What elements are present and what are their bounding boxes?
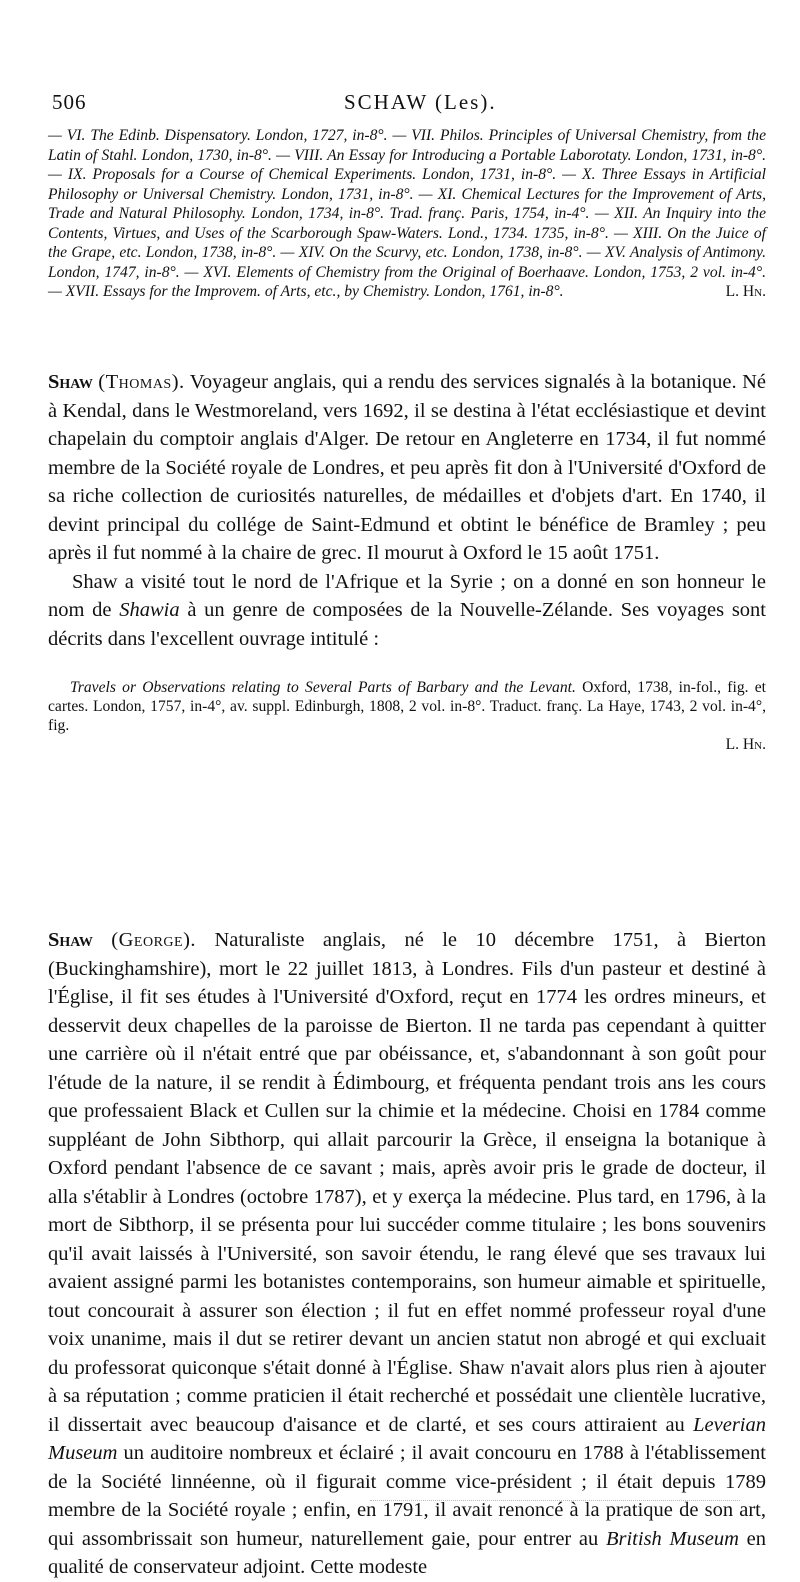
entry-name: (George). bbox=[111, 929, 197, 951]
entry-paragraph bbox=[48, 926, 766, 1582]
footer-rule bbox=[370, 1500, 740, 1501]
bibliography-continuation bbox=[48, 126, 766, 302]
headword: Shaw bbox=[48, 929, 93, 951]
paragraph-text: en qualité de conservateur adjoint. Cette modeste bbox=[48, 1527, 766, 1578]
entry-shaw-thomas bbox=[48, 368, 766, 653]
paragraph-text: Naturaliste anglais, né le 10 décembre 1751, à Bierton (Buckinghamshire), mort le 22 juillet 1813, à Londres. Fils d'un pasteur et destiné à l'Église, il fit ses études à l'Université d'Oxford, reçut en 1774 les ordres mineurs, et desservit deux chapelles de la paroisse de Bierton. Il ne tarda pas cependant à quitter une carrière où il n'était entré que par obéissance, et, s'abandonnant à son goût pour l'étude de la nature, il se rendit à Édimbourg, et fréquenta pendant trois ans les cours que professaient Black et Cullen sur la chimie et la médecine. Choisi en 1784 comme suppléant de John Sibthorp, qui allait parcourir la Grèce, il enseigna la botanique à Oxford pendant l'absence de ce savant ; mais, après avoir pris le grade de docteur, il alla s'établir à Londres (octobre 1787), et y exerça la médecine. Plus tard, en 1796, à la mort de Sibthorp, il se présenta pour lui succéder comme titulaire ; les bons souvenirs qu'il avait laissés à l'Université, son savoir étendu, le rang élevé que ses travaux lui avaient assigné parmi les botanistes contemporains, son humeur aimable et spirituelle, tout concourait à assurer son élection ; il fut en effet nommé professeur royal d'une voix unanime, mais il dut se retirer devant un ancien statut non abrogé et qui excluait du professorat quiconque s'était donné à l'Église. Shaw n'avait alors plus rien à ajouter à sa réputation ; comme praticien il était recherché et possédait une clientèle lucrative, il dissertait avec beaucoup d'aisance et de clarté, et ses cours attiraient au bbox=[48, 929, 767, 1436]
reference-title: Travels or Observations relating to Several Parts of Barbary and the Levant. bbox=[70, 679, 576, 696]
museum-name: British Museum bbox=[605, 1527, 739, 1550]
paragraph-text: Voyageur anglais, qui a rendu des services signalés à la botanique. Né à Kendal, dans le Westmoreland, vers 1692, il se destina à l'état ecclésiastique et devint chapelain du comptoir anglais d'Alger. De retour en Angleterre en 1734, il fut nommé membre de la Société royale de Londres, et peu après fit don à l'Université d'Oxford de sa riche collection de curiosités naturelles, de médailles et d'objets d'art. En 1740, il devint principal du collége de Saint-Edmund et obtint le bénéfice de Bramley ; peu après il fut nommé à la chaire de grec. Il mourut à Oxford le 15 août 1751. bbox=[48, 371, 766, 564]
museum-name: Leverian Museum bbox=[48, 1413, 766, 1464]
bibliography-signature: L. Hn. bbox=[725, 283, 766, 300]
running-head bbox=[48, 86, 764, 116]
reference-block bbox=[48, 678, 766, 754]
page-number: 506 bbox=[52, 90, 87, 114]
bibliography-text: — VI. The Edinb. Dispensatory. London, 1727, in-8°. — VII. Philos. Principles of Universal Chemistry, from the Latin of Stahl. London, 1730, in-8°. — VIII. An Essay for Introducing a Portable Laborotaty. London, 1731, in-8°. — IX. Proposals for a Course of Chemical Experiments. London, 1731, in-8°. — X. Three Essays in Artificial Philosophy or Universal Chemistry. London, 1731, in-8°. — XI. Chemical Lectures for the Improvement of Arts, Trade and Natural Philosophy. London, 1734, in-8°. Trad. franç. Paris, 1754, in-4°. — XII. An Inquiry into the Contents, Virtues, and Uses of the Scarborough Spaw-Waters. Lond., 1734. 1735, in-8°. — XIII. On the Juice of the Grape, etc. London, 1738, in-8°. — XIV. On the Scurvy, etc. London, 1738, in-8°. — XV. Analysis of Antimony. London, 1747, in-8°. — XVI. Elements of Chemistry from the Original of Boerhaave. London, 1753, 2 vol. in-4°. — XVII. Essays for the Improvem. of Arts, etc., by Chemistry. London, 1761, in-8°. bbox=[48, 127, 766, 300]
reference-signature: L. Hn. bbox=[725, 736, 766, 753]
headword: Shaw bbox=[48, 371, 93, 393]
entry-paragraph bbox=[48, 568, 766, 654]
paragraph-text: Shaw a visité tout le nord de l'Afrique et la Syrie ; on a donné en son honneur le nom de bbox=[48, 570, 766, 621]
entry-paragraph bbox=[48, 368, 766, 568]
entry-shaw-george bbox=[48, 926, 766, 1582]
genus-name: Shawia bbox=[119, 599, 180, 621]
entry-name: (Thomas). bbox=[98, 371, 185, 393]
paragraph-text: à un genre de composées de la Nouvelle-Zélande. Ses voyages sont décrits dans l'excellent ouvrage intitulé : bbox=[48, 599, 767, 650]
reference-details: Oxford, 1738, in-fol., fig. et cartes. London, 1757, in-4°, av. suppl. Edinburgh, 1808, 2 vol. in-8°. Traduct. franç. La Haye, 1743, 2 vol. in-4°, fig. bbox=[48, 679, 766, 734]
running-title: SCHAW (Les). bbox=[344, 90, 497, 114]
paragraph-text: un auditoire nombreux et éclairé ; il avait concouru en 1788 à l'établissement de la Société linnéenne, où il figurait comme vice-président ; il était depuis 1789 membre de la Société royale ; enfin, en 1791, il avait renoncé à la pratique de son art, qui assombrissait son humeur, naturellement gaie, pour entrer au bbox=[48, 1442, 766, 1550]
